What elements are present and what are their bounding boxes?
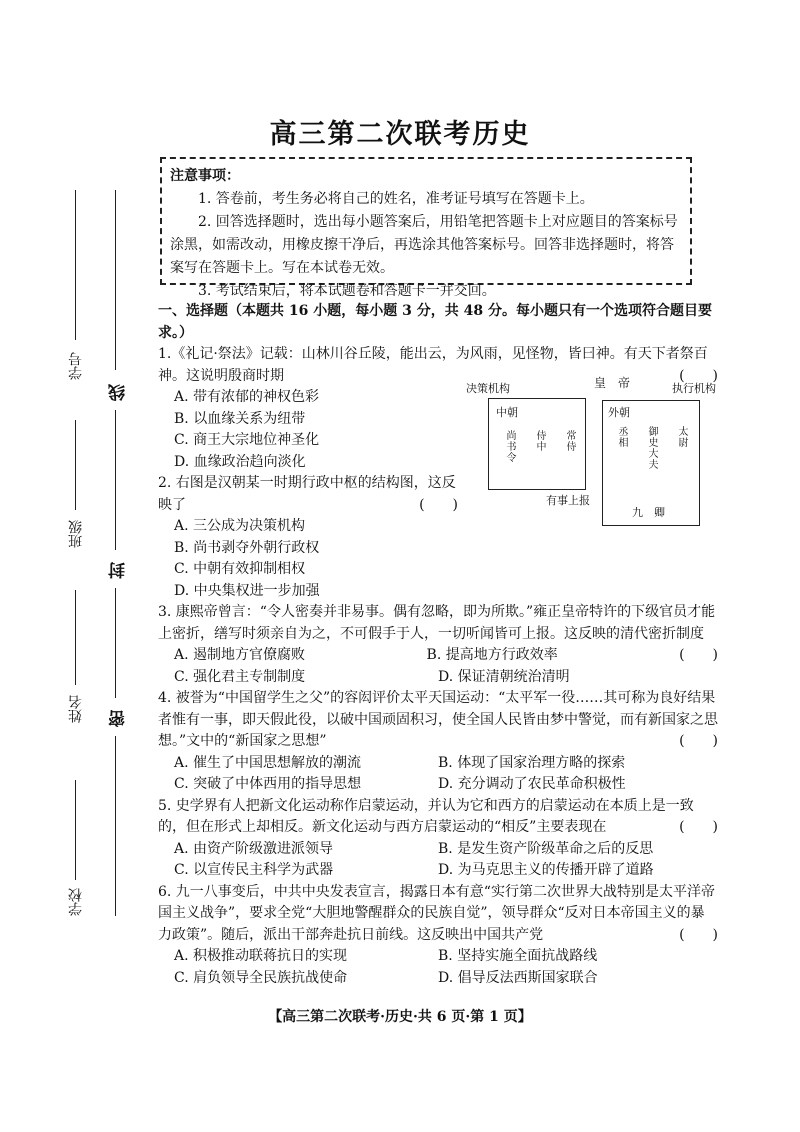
option-b: B. 体现了国家治理方略的探索 (438, 754, 626, 771)
option-c: C. 肩负领导全民族抗战使命 (174, 969, 348, 986)
option-a: A. 由资产阶级激进派领导 (174, 840, 334, 857)
chengxiang-label: 丞相 (616, 426, 627, 448)
option-b: B. 提高地方行政效率 (426, 647, 558, 663)
name-label: 姓名 (68, 695, 84, 723)
school-label: 学校 (68, 888, 84, 916)
seal-line (115, 588, 116, 698)
option-a: A. 催生了中国思想解放的潮流 (174, 754, 362, 771)
notice-item: 2. 回答选择题时，选出每小题答案后，用铅笔把答题卡上对应题目的答案标号涂黑，如需改动，用橡皮擦干净后，再选涂其他答案标号。回答非选择题时，将答案写在答题卡上。写在本试卷无效。 (170, 214, 678, 276)
option-a: A. 遏制地方官僚腐败 (174, 647, 306, 663)
option-d: D. 血缘政治趋向淡化 (174, 453, 306, 470)
seal-line (115, 736, 116, 916)
option-c: C. 中朝有效抑制相权 (174, 561, 306, 577)
student-id-label: 学号 (68, 352, 84, 380)
option-b: B. 以血缘关系为纽带 (174, 410, 306, 427)
option-a: A. 积极推动联蒋抗日的实现 (174, 948, 348, 964)
option-c: C. 突破了中体西用的指导思想 (174, 776, 362, 792)
notice-item: 3. 考试结束后，将本试题卷和答题卡一并交回。 (198, 283, 496, 299)
option-d: D. 充分调动了农民革命积极性 (438, 776, 626, 792)
class-label: 班级 (68, 520, 84, 548)
notice-title: 注意事项： (170, 168, 240, 184)
executive-label: 执行机构 (672, 382, 716, 395)
question-stem: 5. 史学界有人把新文化运动称作启蒙运动，并认为它和西方的启蒙运动在本质上是一致的，但在形式上却相反。新文化运动与西方启蒙运动的“相反”主要表现在 (158, 797, 694, 835)
student-id-line (75, 190, 76, 340)
question-stem: 3. 康熙帝曾言：“令人密奏并非易事。偶有忽略，即为所欺。”雍正皇帝特许的下级官员才能上密折，缮写时须亲自为之，不可假手于人，一切听闻皆可上报。这反映的清代密折制度 (158, 604, 716, 642)
seal-line (115, 410, 116, 550)
shangshu-label: 尚书令 (504, 430, 515, 463)
name-line (75, 590, 76, 685)
report-label: 有事上报 (546, 494, 590, 507)
shizhong-label: 侍中 (534, 430, 545, 452)
question-4 (158, 688, 718, 796)
seal-line (115, 190, 116, 370)
notice-box (160, 157, 692, 299)
question-6 (158, 882, 718, 990)
question-stem: 6. 九一八事变后，中共中央发表宣言，揭露日本有意“实行第二次世界大战特别是太平洋帝国主义战争”，要求全党“大胆地警醒群众的民族自觉”，领导群众“反对日本帝国主义的暴力政策”。随后，派出干部奔赴抗日前线。这反映出中国共产党 (158, 883, 715, 943)
option-b: B. 是发生资产阶级革命之后的反思 (438, 840, 654, 857)
question-2 (158, 473, 458, 602)
answer-paren: ( ) (679, 819, 718, 835)
decision-label: 决策机构 (466, 382, 510, 395)
question-section (158, 301, 718, 989)
emperor-label: 皇 帝 (594, 376, 631, 390)
option-c: C. 强化君主专制制度 (174, 668, 306, 685)
school-line (75, 780, 76, 880)
section-heading: 一、选择题（本题共 16 小题，每小题 3 分，共 48 分。每小题只有一个选项符合题目要求。） (158, 303, 712, 341)
notice-item: 1. 答卷前，考生务必将自己的姓名，准考证号填写在答题卡上。 (198, 191, 594, 207)
option-a: A. 带有浓郁的神权色彩 (174, 389, 320, 405)
option-c: C. 商王大宗地位神圣化 (174, 432, 320, 448)
question-stem: 2. 右图是汉朝某一时期行政中枢的结构图，这反映了 (158, 475, 456, 513)
option-d: D. 倡导反法西斯国家联合 (438, 969, 598, 986)
page-footer: 【高三第二次联考·历史·共 6 页·第 1 页】 (268, 1009, 532, 1025)
page-title: 高三第二次联考历史 (269, 119, 531, 150)
answer-paren: ( ) (679, 926, 718, 943)
answer-paren: ( ) (679, 367, 718, 384)
answer-paren: ( ) (679, 647, 718, 663)
outer-court-label: 外朝 (608, 406, 630, 419)
question-stem: 1.《礼记·祭法》记载：山林川谷丘陵，能出云，为风雨，见怪物，皆曰神。有天下者祭百神。这说明殷商时期 (158, 346, 708, 384)
class-line (75, 420, 76, 510)
question-stem: 4. 被誉为“中国留学生之父”的容闳评价太平天国运动：“太平军一役……其可称为良好结果者惟有一事，即天假此役，以破中国顽固积习，使全国人民皆由梦中警觉，而有新国家之思想。”文中的“新国家之思想” (158, 690, 718, 749)
option-d: D. 保证清朝统治清明 (438, 668, 570, 685)
seal-char-mi: 密 (109, 710, 129, 727)
option-b: B. 尚书剥夺外朝行政权 (174, 539, 320, 556)
option-b: B. 坚持实施全面抗战路线 (438, 948, 598, 964)
option-d: D. 中央集权进一步加强 (174, 582, 320, 599)
question-3 (158, 602, 718, 688)
answer-paren: ( ) (419, 496, 458, 513)
question-5 (158, 796, 718, 882)
yushi-label: 御史大夫 (646, 426, 657, 470)
option-a: A. 三公成为决策机构 (174, 518, 306, 534)
inner-court-label: 中朝 (496, 406, 518, 419)
changshi-label: 常侍 (564, 430, 575, 452)
seal-char-xian: 线 (109, 384, 129, 401)
answer-paren: ( ) (679, 733, 718, 749)
option-c: C. 以宣传民主科学为武器 (174, 862, 334, 878)
jiuqing-label: 九 卿 (632, 506, 665, 519)
question-1 (158, 344, 718, 473)
option-d: D. 为马克思主义的传播开辟了道路 (438, 862, 654, 878)
taiwei-label: 太尉 (676, 426, 687, 448)
seal-char-feng: 封 (109, 562, 129, 579)
